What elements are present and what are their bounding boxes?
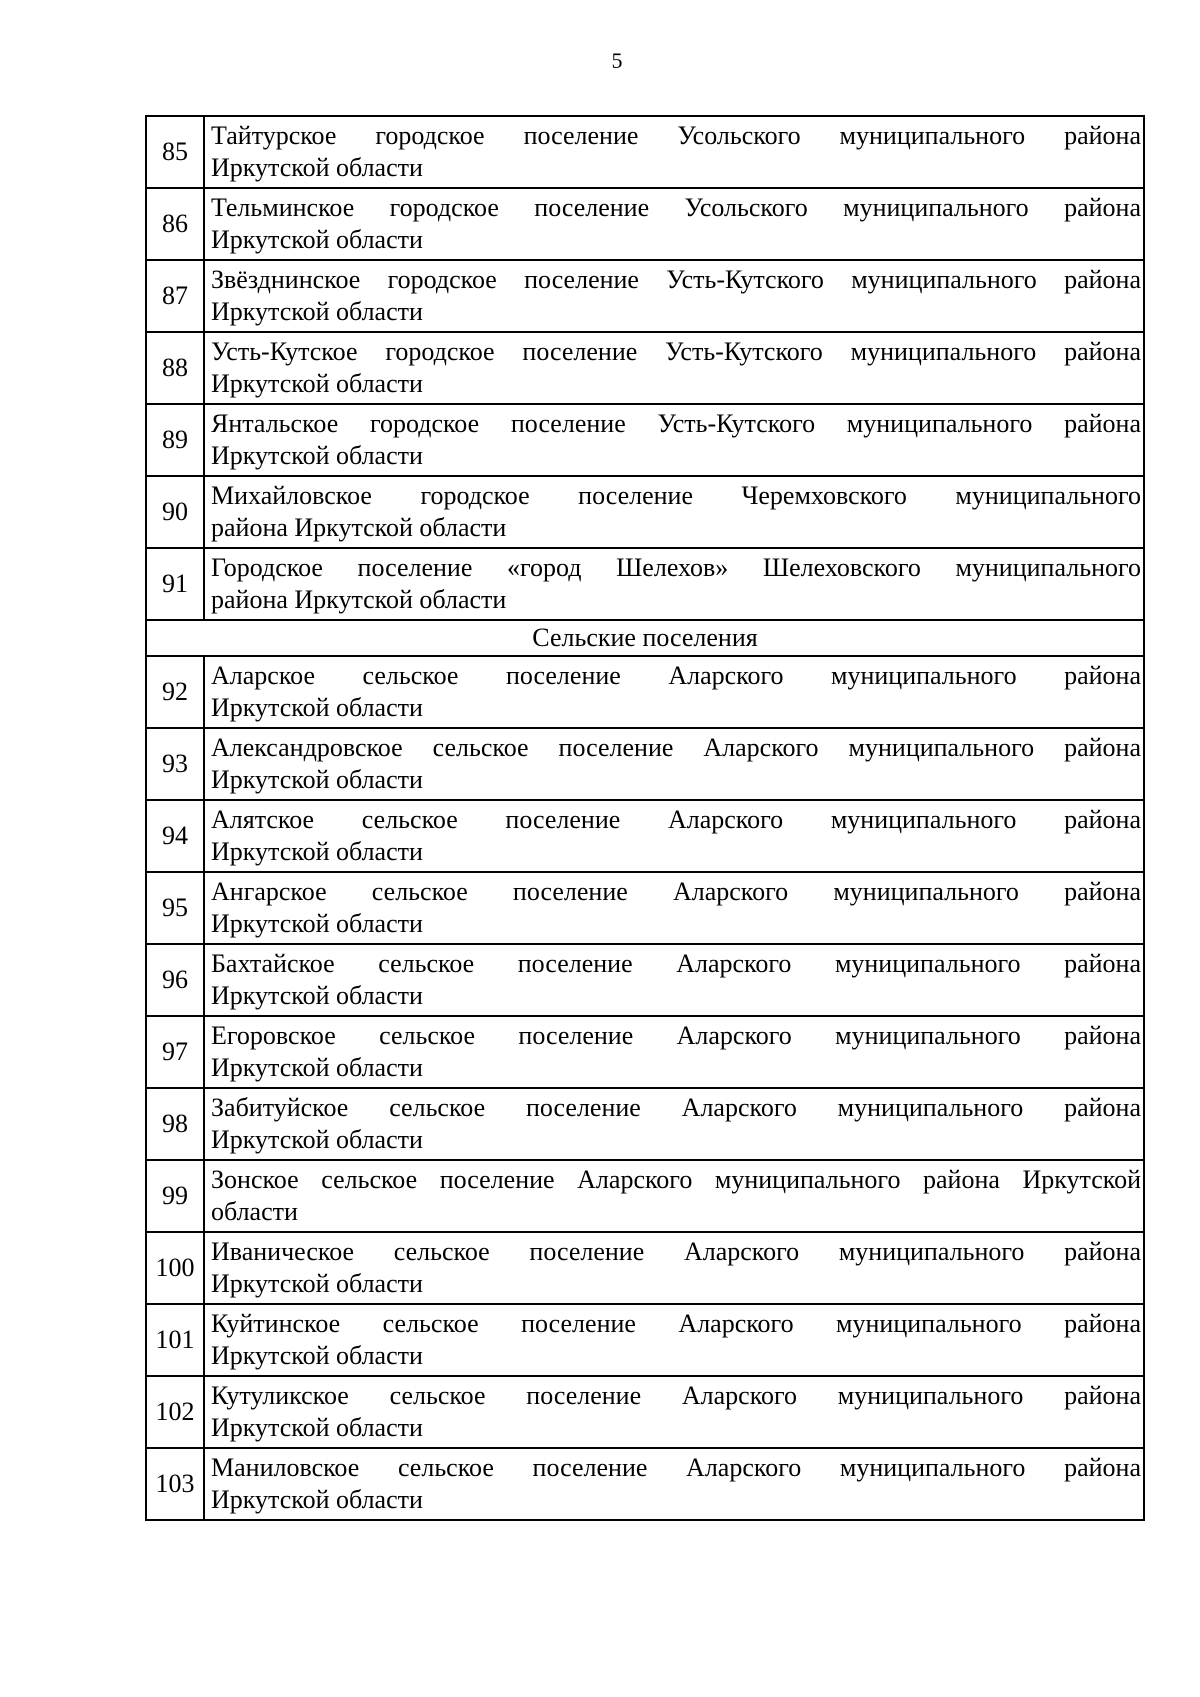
row-number: 92 xyxy=(146,656,204,728)
settlement-name-line2: Иркутской области xyxy=(211,837,423,866)
settlement-name-line1: Александровское сельское поселение Аларского муниципального района xyxy=(211,733,1141,762)
row-number: 101 xyxy=(146,1304,204,1376)
settlement-name-line2: района Иркутской области xyxy=(211,585,507,614)
settlement-name-line2: Иркутской области xyxy=(211,225,423,254)
row-number: 103 xyxy=(146,1448,204,1520)
settlement-name-line2: Иркутской области xyxy=(211,1485,423,1514)
settlement-name-line1: Усть-Кутское городское поселение Усть-Кутского муниципального района xyxy=(211,337,1141,366)
row-number: 97 xyxy=(146,1016,204,1088)
settlement-name-line1: Иваническое сельское поселение Аларского муниципального района xyxy=(211,1237,1141,1266)
settlement-name xyxy=(204,1016,1144,1088)
row-number: 95 xyxy=(146,872,204,944)
table-row xyxy=(146,1304,1144,1376)
settlement-name-line2: Иркутской области xyxy=(211,693,423,722)
settlement-name-line2: Иркутской области xyxy=(211,369,423,398)
settlement-name-line2: Иркутской области xyxy=(211,765,423,794)
settlement-name-line1: Бахтайское сельское поселение Аларского муниципального района xyxy=(211,949,1141,978)
settlements-table-body xyxy=(146,116,1144,1520)
settlement-name-line1: Ангарское сельское поселение Аларского муниципального района xyxy=(211,877,1141,906)
settlement-name xyxy=(204,548,1144,620)
settlement-name xyxy=(204,260,1144,332)
settlement-name xyxy=(204,188,1144,260)
row-number: 94 xyxy=(146,800,204,872)
row-number: 102 xyxy=(146,1376,204,1448)
settlement-name-line2: района Иркутской области xyxy=(211,513,507,542)
table-row xyxy=(146,260,1144,332)
settlement-name-line1: Тайтурское городское поселение Усольского муниципального района xyxy=(211,121,1141,150)
settlement-name xyxy=(204,476,1144,548)
table-row xyxy=(146,332,1144,404)
settlement-name xyxy=(204,404,1144,476)
settlement-name-line2: Иркутской области xyxy=(211,153,423,182)
table-row xyxy=(146,728,1144,800)
table-row xyxy=(146,116,1144,188)
row-number: 96 xyxy=(146,944,204,1016)
settlement-name-line1: Звёзднинское городское поселение Усть-Кутского муниципального района xyxy=(211,265,1141,294)
row-number: 93 xyxy=(146,728,204,800)
settlement-name xyxy=(204,728,1144,800)
settlement-name xyxy=(204,944,1144,1016)
settlement-name-line2: Иркутской области xyxy=(211,1053,423,1082)
row-number: 98 xyxy=(146,1088,204,1160)
settlement-name-line1: Забитуйское сельское поселение Аларского муниципального района xyxy=(211,1093,1141,1122)
row-number: 89 xyxy=(146,404,204,476)
table-row xyxy=(146,1016,1144,1088)
table-row xyxy=(146,404,1144,476)
row-number: 85 xyxy=(146,116,204,188)
table-row xyxy=(146,1160,1144,1232)
settlement-name-line2: Иркутской области xyxy=(211,981,423,1010)
settlement-name-line2: Иркутской области xyxy=(211,441,423,470)
table-row xyxy=(146,800,1144,872)
settlement-name xyxy=(204,1448,1144,1520)
table-row xyxy=(146,1376,1144,1448)
settlement-name-line1: Егоровское сельское поселение Аларского муниципального района xyxy=(211,1021,1141,1050)
settlement-name-line1: Зонское сельское поселение Аларского муниципального района Иркутской xyxy=(211,1165,1141,1194)
settlement-name-line1: Городское поселение «город Шелехов» Шелеховского муниципального xyxy=(211,553,1141,582)
settlement-name-line1: Михайловское городское поселение Черемховского муниципального xyxy=(211,481,1141,510)
settlement-name-line2: Иркутской области xyxy=(211,909,423,938)
row-number: 87 xyxy=(146,260,204,332)
row-number: 90 xyxy=(146,476,204,548)
table-row xyxy=(146,1088,1144,1160)
table-row xyxy=(146,1448,1144,1520)
settlement-name xyxy=(204,872,1144,944)
table-row xyxy=(146,656,1144,728)
settlement-name-line1: Янтальское городское поселение Усть-Кутского муниципального района xyxy=(211,409,1141,438)
settlement-name xyxy=(204,332,1144,404)
section-header-row xyxy=(146,620,1144,656)
settlement-name-line2: Иркутской области xyxy=(211,1269,423,1298)
settlement-name-line2: Иркутской области xyxy=(211,1413,423,1442)
settlement-name xyxy=(204,1304,1144,1376)
settlement-name-line2: области xyxy=(211,1197,298,1226)
settlement-name-line1: Аларское сельское поселение Аларского муниципального района xyxy=(211,661,1141,690)
settlement-name xyxy=(204,1232,1144,1304)
row-number: 100 xyxy=(146,1232,204,1304)
page-number: 5 xyxy=(611,48,623,73)
settlement-name-line2: Иркутской области xyxy=(211,1125,423,1154)
settlement-name-line1: Маниловское сельское поселение Аларского муниципального района xyxy=(211,1453,1141,1482)
settlement-name xyxy=(204,1160,1144,1232)
settlement-name xyxy=(204,1088,1144,1160)
settlement-name xyxy=(204,116,1144,188)
settlement-name xyxy=(204,656,1144,728)
settlement-name-line1: Тельминское городское поселение Усольского муниципального района xyxy=(211,193,1141,222)
table-row xyxy=(146,872,1144,944)
row-number: 99 xyxy=(146,1160,204,1232)
settlement-name-line1: Алятское сельское поселение Аларского муниципального района xyxy=(211,805,1141,834)
settlement-name-line2: Иркутской области xyxy=(211,1341,423,1370)
table-row xyxy=(146,476,1144,548)
settlement-name xyxy=(204,800,1144,872)
settlement-name xyxy=(204,1376,1144,1448)
settlement-name-line1: Куйтинское сельское поселение Аларского муниципального района xyxy=(211,1309,1141,1338)
table-row xyxy=(146,548,1144,620)
settlements-table xyxy=(145,115,1145,1521)
settlement-name-line2: Иркутской области xyxy=(211,297,423,326)
table-row xyxy=(146,1232,1144,1304)
table-row xyxy=(146,188,1144,260)
section-header-rural: Сельские поселения xyxy=(146,620,1144,656)
settlement-name-line1: Кутуликское сельское поселение Аларского муниципального района xyxy=(211,1381,1141,1410)
row-number: 91 xyxy=(146,548,204,620)
row-number: 86 xyxy=(146,188,204,260)
table-row xyxy=(146,944,1144,1016)
row-number: 88 xyxy=(146,332,204,404)
